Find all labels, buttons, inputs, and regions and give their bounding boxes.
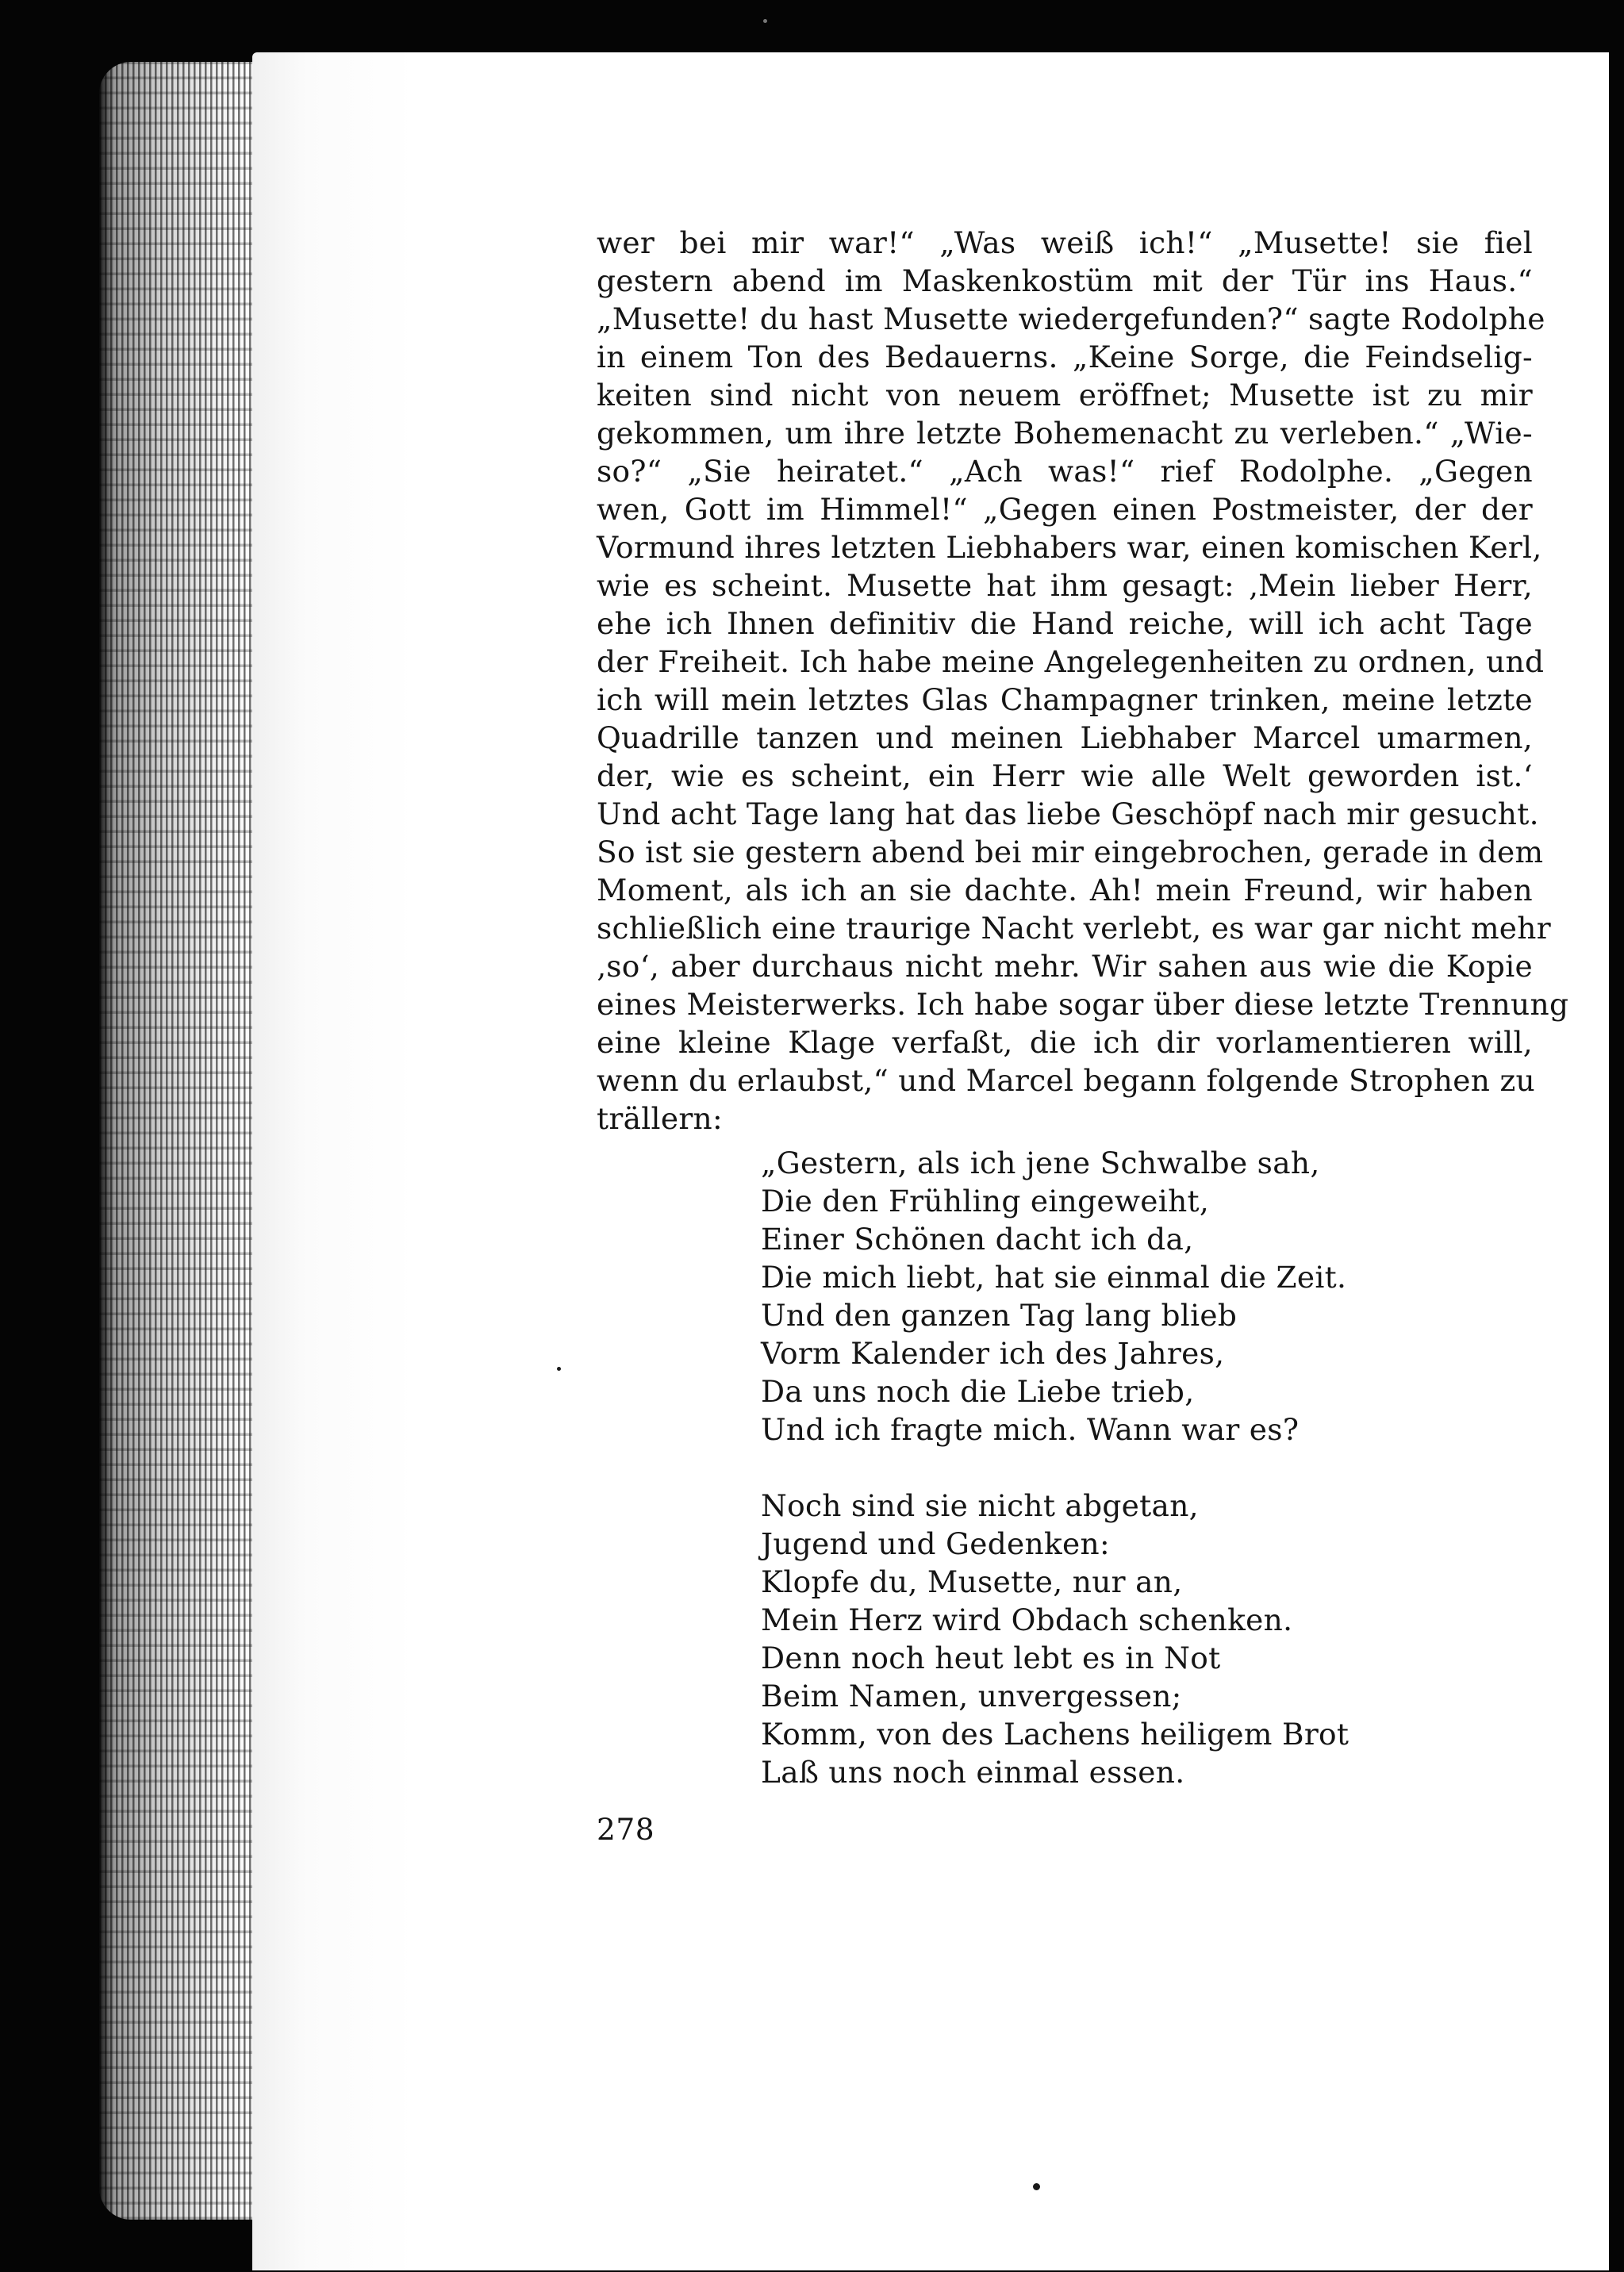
prose-line: eine kleine Klage verfaßt, die ich dir vorlamentieren will, xyxy=(597,1025,1533,1060)
prose-line: Quadrille tanzen und meinen Liebhaber Marcel umarmen, xyxy=(597,720,1533,755)
verse-line: Jugend und Gedenken: xyxy=(761,1526,1110,1561)
verse-line: „Gestern, als ich jene Schwalbe sah, xyxy=(761,1146,1320,1180)
verse-line: Einer Schönen dacht ich da, xyxy=(761,1222,1194,1257)
verse-line: Klopfe du, Musette, nur an, xyxy=(761,1564,1183,1599)
prose-line: Moment, als ich an sie dachte. Ah! mein Freund, wir haben xyxy=(597,873,1533,908)
verse-line: Und ich fragte mich. Wann war es? xyxy=(761,1412,1300,1447)
dust-speck xyxy=(557,1367,561,1371)
prose-line: Und acht Tage lang hat das liebe Geschöpf nach mir gesucht. xyxy=(597,796,1539,831)
prose-line: ‚so‘, aber durchaus nicht mehr. Wir sahen aus wie die Kopie xyxy=(597,949,1533,984)
dust-speck xyxy=(763,19,767,23)
verse-line: Komm, von des Lachens heiligem Brot xyxy=(761,1717,1349,1752)
poem-stanza-2 xyxy=(761,1487,1349,1791)
prose-line: wen, Gott im Himmel!“ „Gegen einen Postmeister, der der xyxy=(597,492,1533,527)
prose-line: gekommen, um ihre letzte Bohemenacht zu verleben.“ „Wie- xyxy=(597,416,1533,451)
verse-line: Die den Frühling eingeweiht, xyxy=(761,1184,1210,1219)
prose-line: wenn du erlaubst,“ und Marcel begann folgende Strophen zu xyxy=(597,1063,1535,1098)
verse-line: Laß uns noch einmal essen. xyxy=(761,1755,1185,1790)
prose-line: gestern abend im Maskenkostüm mit der Tür ins Haus.“ xyxy=(597,263,1533,298)
prose-line: der, wie es scheint, ein Herr wie alle Welt geworden ist.‘ xyxy=(597,758,1533,793)
verse-line: Die mich liebt, hat sie einmal die Zeit. xyxy=(761,1260,1347,1295)
verse-line: Beim Namen, unvergessen; xyxy=(761,1679,1182,1714)
verse-line: Vorm Kalender ich des Jahres, xyxy=(761,1336,1225,1371)
stanza-gap xyxy=(761,1449,1349,1487)
dust-speck xyxy=(1033,2183,1040,2190)
prose-paragraph xyxy=(597,224,1569,1138)
poem xyxy=(761,1144,1349,1791)
page-stack-edge xyxy=(99,62,258,2220)
prose-line: wie es scheint. Musette hat ihm gesagt: ‚Mein lieber Herr, xyxy=(597,568,1533,603)
prose-line: der Freiheit. Ich habe meine Angelegenheiten zu ordnen, und xyxy=(597,644,1545,679)
prose-line: So ist sie gestern abend bei mir eingebrochen, gerade in dem xyxy=(597,835,1544,869)
prose-line: trällern: xyxy=(597,1101,723,1136)
prose-line: in einem Ton des Bedauerns. „Keine Sorge, die Feindselig- xyxy=(597,340,1533,374)
prose-line: keiten sind nicht von neuem eröffnet; Musette ist zu mir xyxy=(597,378,1533,413)
poem-stanza-1 xyxy=(761,1144,1349,1449)
prose-line: ehe ich Ihnen definitiv die Hand reiche, will ich acht Tage xyxy=(597,606,1533,641)
prose-line: ich will mein letztes Glas Champagner trinken, meine letzte xyxy=(597,682,1533,717)
verse-line: Da uns noch die Liebe trieb, xyxy=(761,1374,1195,1409)
page-number: 278 xyxy=(597,1812,655,1847)
prose-line: schließlich eine traurige Nacht verlebt, es war gar nicht mehr xyxy=(597,911,1551,946)
verse-line: Noch sind sie nicht abgetan, xyxy=(761,1488,1199,1523)
verse-line: Mein Herz wird Obdach schenken. xyxy=(761,1602,1293,1637)
prose-line: Vormund ihres letzten Liebhabers war, einen komischen Kerl, xyxy=(597,530,1542,565)
prose-line: so?“ „Sie heiratet.“ „Ach was!“ rief Rodolphe. „Gegen xyxy=(597,454,1533,489)
prose-line: eines Meisterwerks. Ich habe sogar über diese letzte Trennung xyxy=(597,987,1569,1022)
prose-line: wer bei mir war!“ „Was weiß ich!“ „Musette! sie fiel xyxy=(597,225,1533,260)
verse-line: Denn noch heut lebt es in Not xyxy=(761,1641,1221,1675)
prose-line: „Musette! du hast Musette wiedergefunden?“ sagte Rodolphe xyxy=(597,301,1545,336)
verse-line: Und den ganzen Tag lang blieb xyxy=(761,1298,1238,1333)
